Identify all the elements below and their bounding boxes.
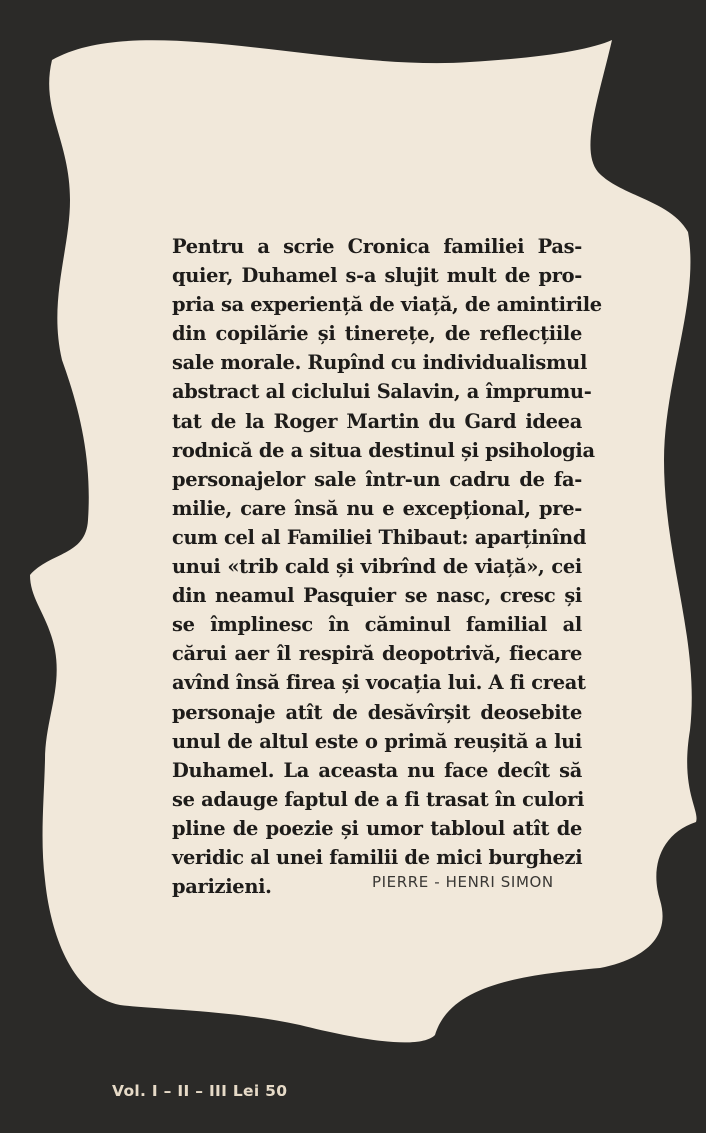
blurb-line: Pentru a scrie Cronica familiei Pas- (172, 235, 582, 258)
blurb-line: avînd însă firea și vocația lui. A fi creat (172, 671, 586, 695)
blurb-line: rodnică de a situa destinul și psihologia (172, 438, 595, 462)
blurb-line: se împlinesc în căminul familial al (172, 613, 582, 637)
price-line: Vol. I – II – III Lei 50 (112, 1082, 288, 1100)
blurb-line: sale morale. Rupînd cu individualismul (172, 351, 588, 375)
blurb-line: personajelor sale într-un cadru de fa- (172, 467, 582, 491)
blurb-line: pline de poezie și umor tabloul atît de (172, 816, 582, 840)
blurb-line: parizieni. (172, 875, 272, 899)
blurb-line: cărui aer îl respiră deopotrivă, fiecare (172, 642, 582, 666)
blurb-line: se adauge faptul de a fi trasat în culori (172, 787, 585, 811)
blurb-line: personaje atît de desăvîrșit deosebite (172, 700, 582, 724)
blurb-line: unul de altul este o primă reușită a lui (172, 729, 582, 753)
blurb-line: din copilărie și tinerețe, de reflecțiile (172, 322, 582, 346)
blurb-line: tat de la Roger Martin du Gard ideea (172, 409, 582, 433)
blurb-line: pria sa experiență de viață, de amintirile (172, 293, 602, 317)
blurb-text (172, 232, 602, 901)
blurb-line: unui «trib cald și vibrînd de viață», cei (172, 555, 582, 579)
blurb-line: abstract al ciclului Salavin, a împrumu- (172, 380, 592, 404)
blurb-line: cum cel al Familiei Thibaut: aparținînd (172, 525, 587, 549)
blurb-line: din neamul Pasquier se nasc, cresc și (172, 584, 582, 608)
blurb-line: quier, Duhamel s-a slujit mult de pro- (172, 264, 582, 288)
blurb-line: Duhamel. La aceasta nu face decît să (172, 758, 582, 782)
signature: PIERRE - HENRI SIMON (372, 873, 554, 891)
blurb-line: veridic al unei familii de mici burghezi (172, 845, 583, 869)
blurb-line: milie, care însă nu e excepțional, pre- (172, 496, 582, 520)
